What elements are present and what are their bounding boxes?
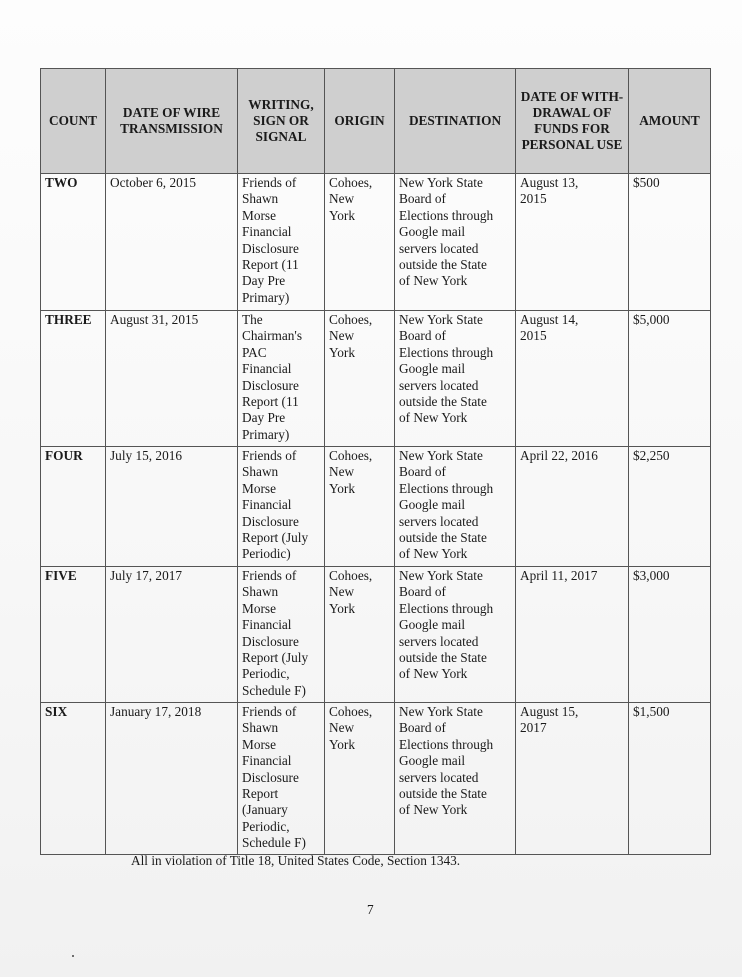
date-cell: July 17, 2017	[106, 567, 238, 703]
violation-note: All in violation of Title 18, United States Code, Section 1343.	[131, 853, 461, 868]
withdrawal-cell: August 15, 2017	[516, 703, 629, 855]
counts-table	[40, 68, 711, 855]
origin-cell: Cohoes, New York	[325, 447, 395, 567]
date-cell: October 6, 2015	[106, 174, 238, 311]
table-header-row	[41, 69, 711, 174]
table-row	[41, 703, 711, 855]
date-cell: August 31, 2015	[106, 311, 238, 447]
table-row	[41, 567, 711, 703]
amount-cell: $3,000	[629, 567, 711, 703]
writing-cell: Friends of Shawn Morse Financial Disclosure Report (July Periodic, Schedule F)	[238, 567, 325, 703]
writing-cell: Friends of Shawn Morse Financial Disclosure Report (July Periodic)	[238, 447, 325, 567]
withdrawal-cell: April 11, 2017	[516, 567, 629, 703]
count-cell: THREE	[41, 311, 106, 447]
scan-speck	[72, 955, 74, 957]
destination-cell: New York State Board of Elections through Google mail servers located outside the State of New York	[395, 174, 516, 311]
origin-cell: Cohoes, New York	[325, 174, 395, 311]
table-row	[41, 174, 711, 311]
writing-cell: Friends of Shawn Morse Financial Disclosure Report (January Periodic, Schedule F)	[238, 703, 325, 855]
amount-cell: $2,250	[629, 447, 711, 567]
header-date-of-wire: DATE OF WIRE TRANSMISSION	[106, 69, 238, 174]
header-count: COUNT	[41, 69, 106, 174]
count-cell: FIVE	[41, 567, 106, 703]
destination-cell: New York State Board of Elections through Google mail servers located outside the State of New York	[395, 447, 516, 567]
destination-cell: New York State Board of Elections through Google mail servers located outside the State of New York	[395, 311, 516, 447]
header-amount: AMOUNT	[629, 69, 711, 174]
writing-cell: The Chairman's PAC Financial Disclosure Report (11 Day Pre Primary)	[238, 311, 325, 447]
header-destination: DESTINATION	[395, 69, 516, 174]
withdrawal-cell: August 13, 2015	[516, 174, 629, 311]
count-cell: TWO	[41, 174, 106, 311]
amount-cell: $5,000	[629, 311, 711, 447]
table-row	[41, 311, 711, 447]
destination-cell: New York State Board of Elections through Google mail servers located outside the State of New York	[395, 567, 516, 703]
origin-cell: Cohoes, New York	[325, 567, 395, 703]
page-number: 7	[367, 902, 374, 917]
header-withdrawal: DATE OF WITH-DRAWAL OF FUNDS FOR PERSONAL USE	[516, 69, 629, 174]
header-origin: ORIGIN	[325, 69, 395, 174]
date-cell: July 15, 2016	[106, 447, 238, 567]
date-cell: January 17, 2018	[106, 703, 238, 855]
origin-cell: Cohoes, New York	[325, 311, 395, 447]
count-cell: FOUR	[41, 447, 106, 567]
count-cell: SIX	[41, 703, 106, 855]
withdrawal-cell: April 22, 2016	[516, 447, 629, 567]
destination-cell: New York State Board of Elections through Google mail servers located outside the State of New York	[395, 703, 516, 855]
amount-cell: $500	[629, 174, 711, 311]
table-row	[41, 447, 711, 567]
amount-cell: $1,500	[629, 703, 711, 855]
writing-cell: Friends of Shawn Morse Financial Disclosure Report (11 Day Pre Primary)	[238, 174, 325, 311]
header-writing: WRITING, SIGN OR SIGNAL	[238, 69, 325, 174]
origin-cell: Cohoes, New York	[325, 703, 395, 855]
withdrawal-cell: August 14, 2015	[516, 311, 629, 447]
